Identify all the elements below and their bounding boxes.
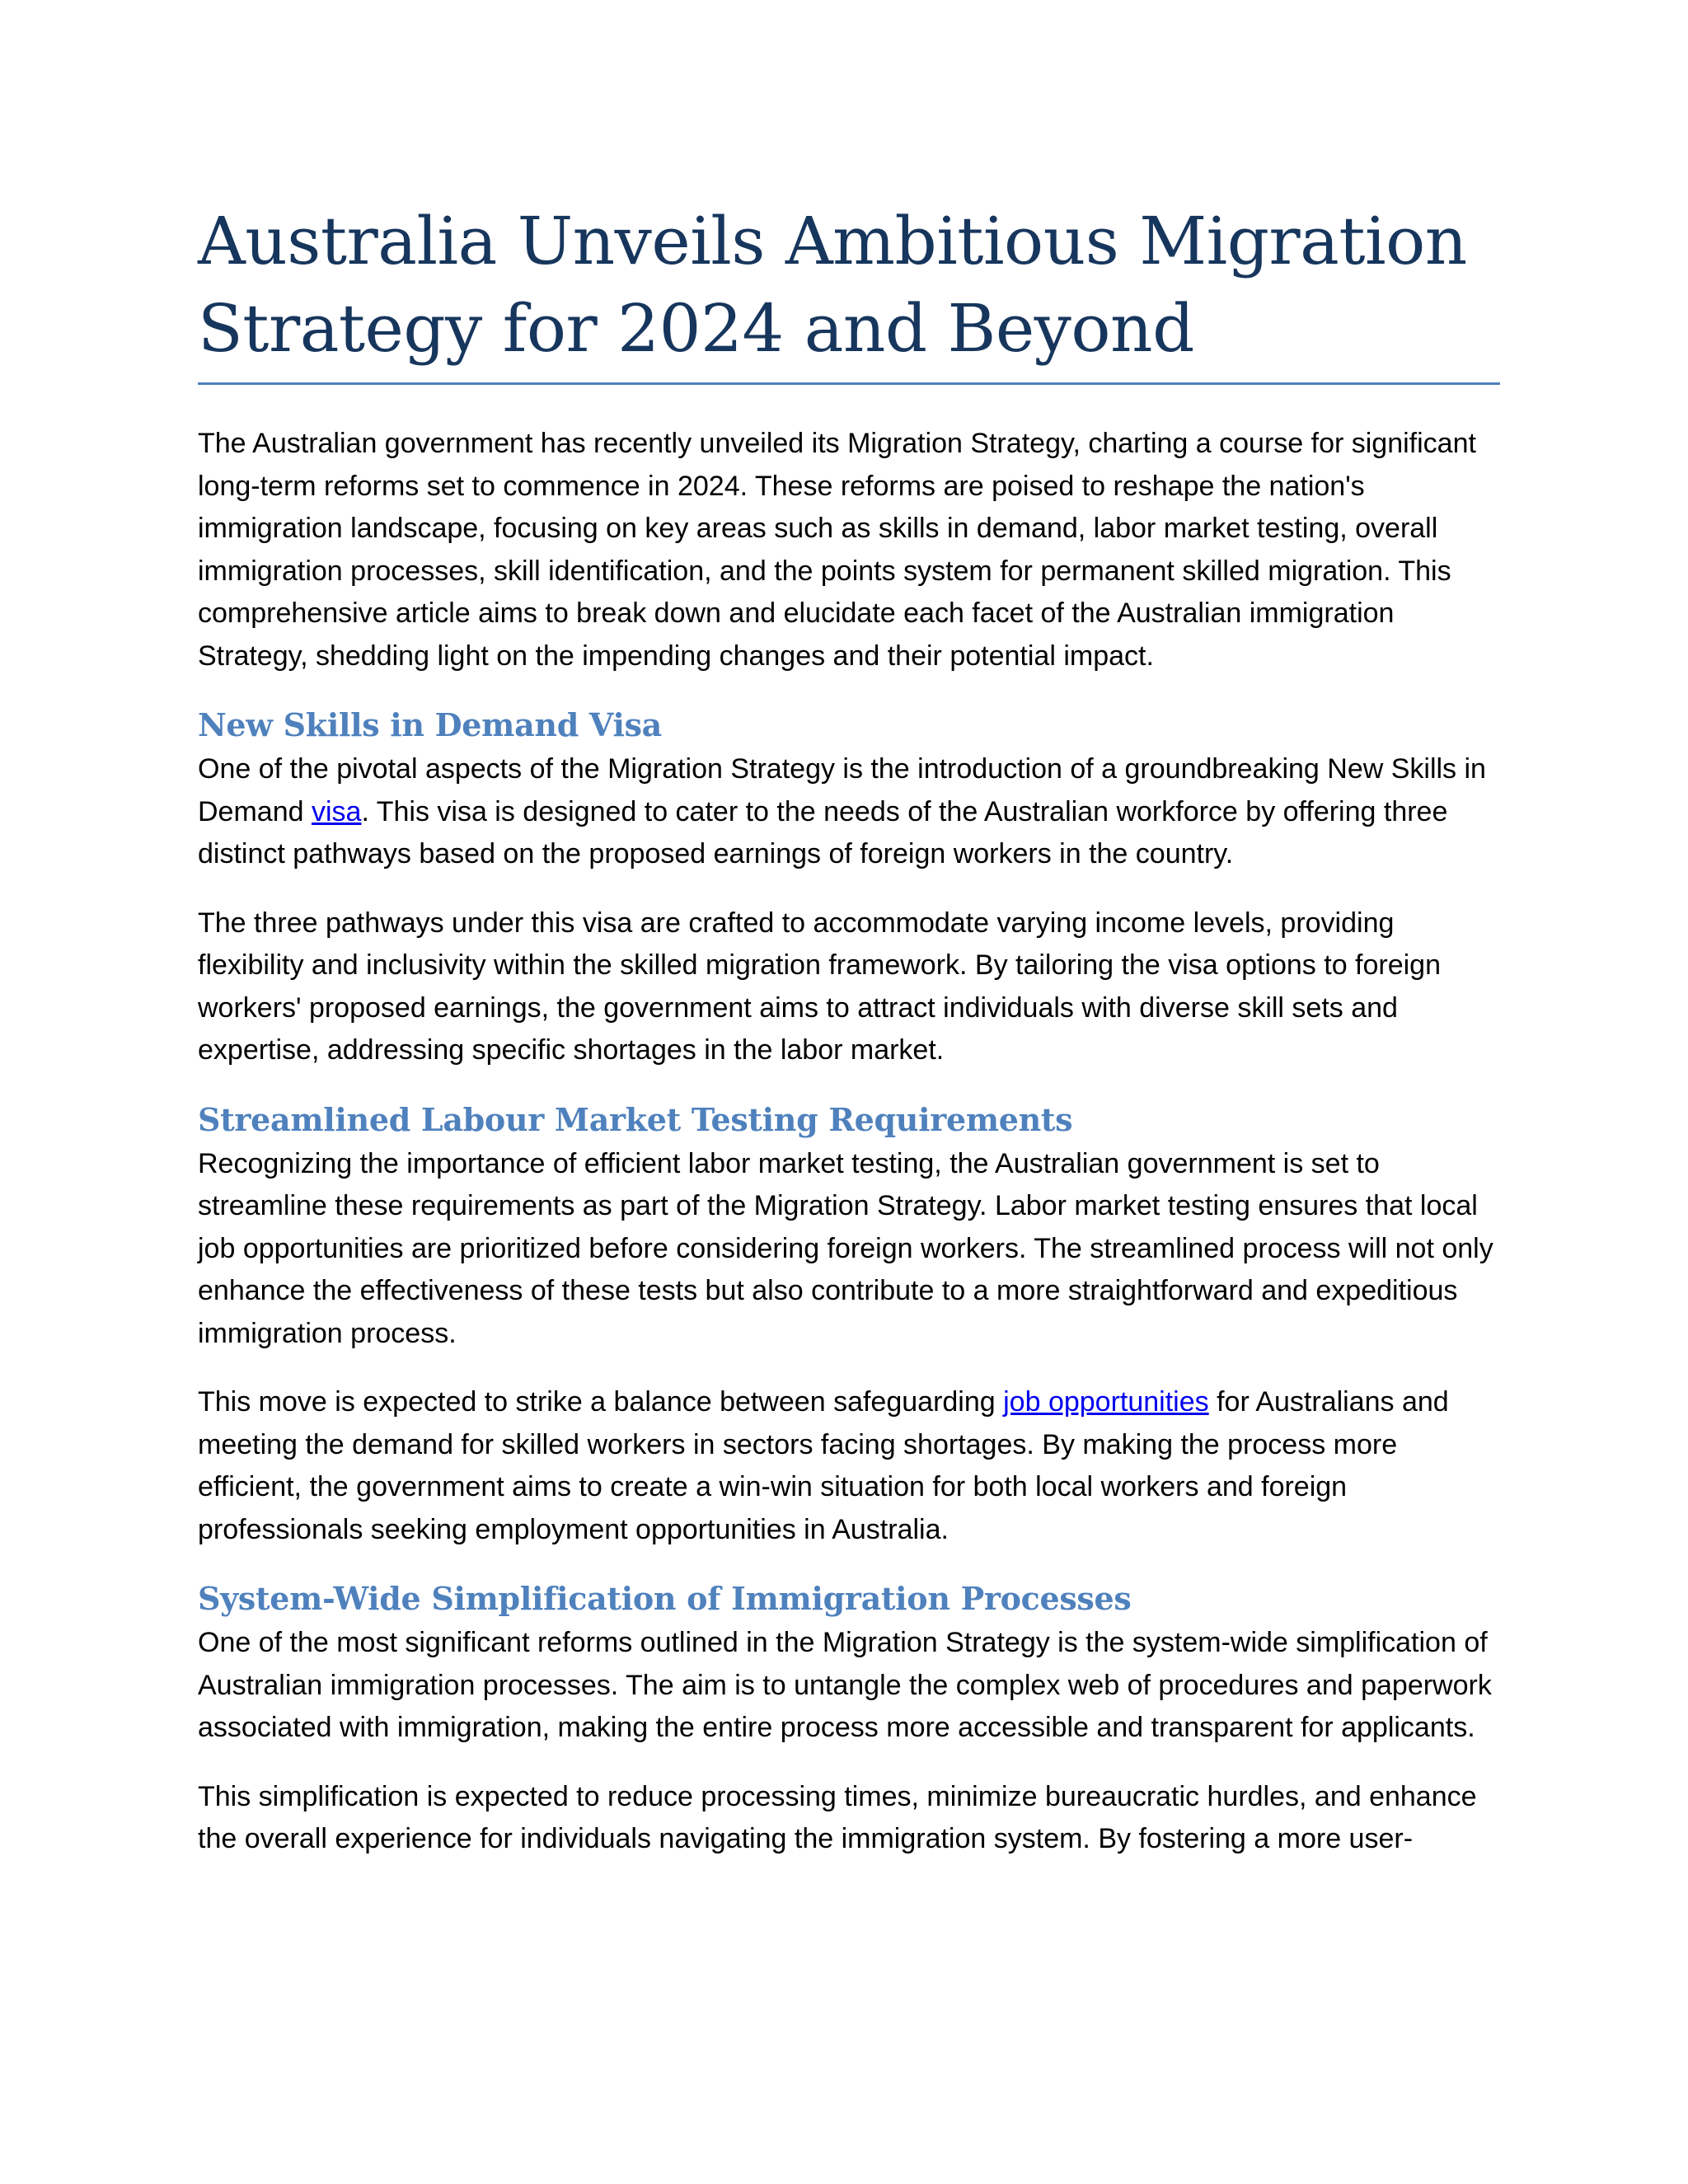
document-body	[198, 423, 1500, 1861]
labour-market-paragraph-1: Recognizing the importance of efficient labor market testing, the Australian government is set to streamline these requirements as part of the Migration Strategy. Labor market testing ensures that local job opportunities are prioritized before considering foreign workers. The streamlined process will not only enhance the effectiveness of these tests but also contribute to a more straightforward and expeditious immigration process.	[198, 1147, 1493, 1349]
document-title: Australia Unveils Ambitious Migration Strategy for 2024 and Beyond	[198, 198, 1500, 385]
paragraph-text: This move is expected to strike a balance between safeguarding	[198, 1386, 1004, 1418]
section-heading-skills-visa: New Skills in Demand Visa	[198, 706, 663, 743]
intro-paragraph: The Australian government has recently unveiled its Migration Strategy, charting a course for significant long-term reforms set to commence in 2024. These reforms are poised to reshape the nation's immigration landscape, focusing on key areas such as skills in demand, labor market testing, overall immigration processes, skill identification, and the points system for permanent skilled migration. This comprehensive article aims to break down and elucidate each facet of the Australian immigration Strategy, shedding light on the impending changes and their potential impact.	[198, 428, 1476, 672]
paragraph-text: One of the pivotal aspects of the Migration Strategy is the introduction of a groundbreaking New Skills in Demand	[198, 753, 1486, 827]
skills-visa-paragraph-2: The three pathways under this visa are crafted to accommodate varying income levels, providing flexibility and inclusivity within the skilled migration framework. By tailoring the visa options to foreign workers' proposed earnings, the government aims to attract individuals with diverse skill sets and expertise, addressing specific shortages in the labor market.	[198, 907, 1442, 1066]
labour-market-paragraph-2	[198, 1381, 1500, 1551]
visa-link[interactable]: visa	[311, 795, 362, 827]
paragraph-text: . This visa is designed to cater to the needs of the Australian workforce by offering three distinct pathways based on the proposed earnings of foreign workers in the country.	[198, 795, 1448, 869]
document-page	[198, 198, 1500, 1887]
simplification-paragraph-2: This simplification is expected to reduce processing times, minimize bureaucratic hurdles, and enhance the overall experience for individuals navigating the immigration system. By fostering a more user-	[198, 1780, 1477, 1854]
skills-visa-paragraph-1	[198, 748, 1500, 876]
simplification-paragraph-1: One of the most significant reforms outlined in the Migration Strategy is the system-wide simplification of Australian immigration processes. The aim is to untangle the complex web of procedures and paperwork associated with immigration, making the entire process more accessible and transparent for applicants.	[198, 1627, 1492, 1743]
section-heading-labour-market: Streamlined Labour Market Testing Requirements	[198, 1100, 1073, 1138]
job-opportunities-link[interactable]: job opportunities	[1003, 1386, 1209, 1418]
paragraph-text: for Australians and meeting the demand for skilled workers in sectors facing shortages. By making the process more efficient, the government aims to create a win-win situation for both local workers and foreign professionals seeking employment opportunities in Australia.	[198, 1386, 1449, 1545]
section-heading-simplification: System-Wide Simplification of Immigration Processes	[198, 1580, 1132, 1617]
